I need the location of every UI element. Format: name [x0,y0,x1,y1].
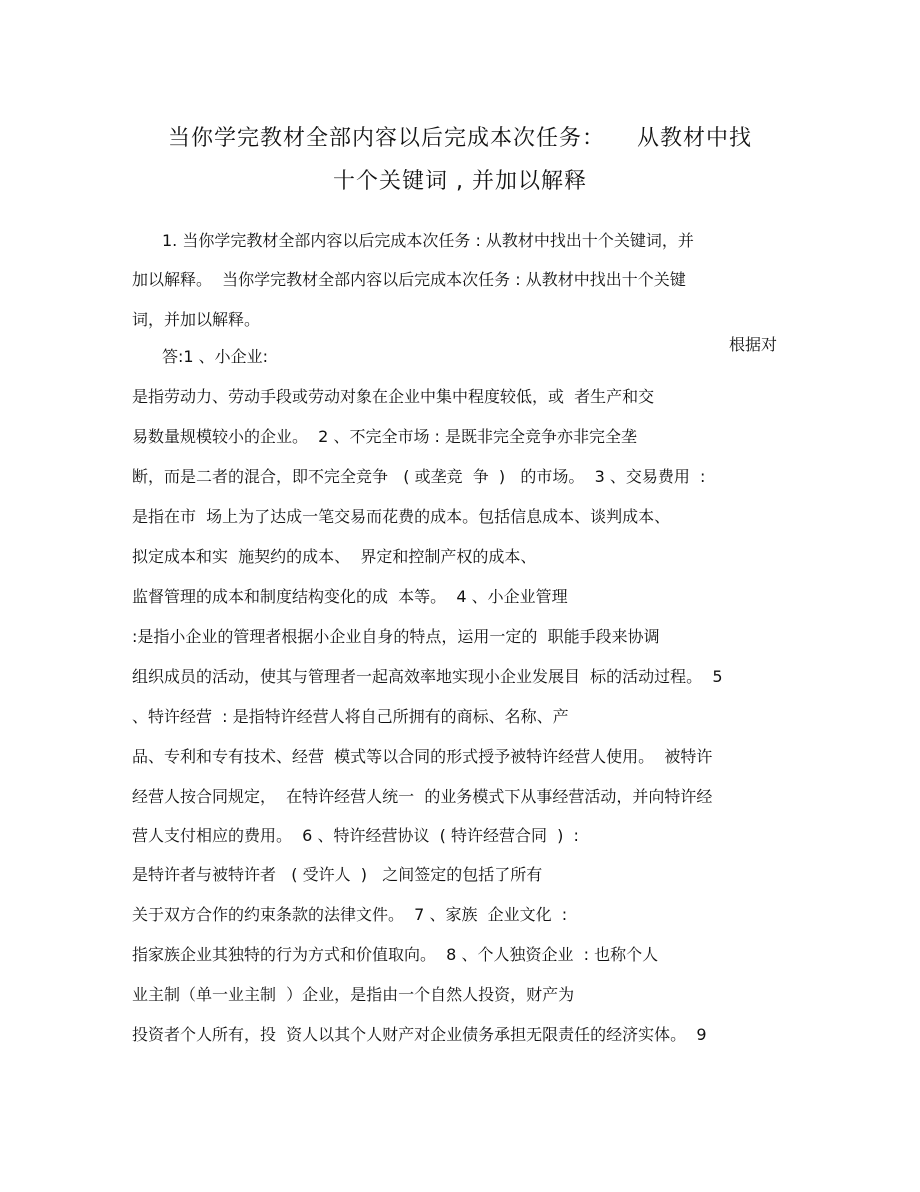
answer-line-17: 业主制（单一业主制 ）企业，是指由一个自然人投资，财产为 [132,985,575,1004]
document-title-line-2: 十个关键词 , 并加以解释 [333,169,587,194]
answer-line-2: 是指劳动力、劳动手段或劳动对象在企业中集中程度较低，或 者生产和交 [132,387,655,406]
answer-line-18: 投资者个人所有，投 资人以其个人财产对企业债务承担无限责任的经济实体。 9 [132,1025,707,1044]
answer-line-6: 拟定成本和实 施契约的成本、 界定和控制产权的成本、 [132,547,537,566]
question-line-1: 1. 当你学完教材全部内容以后完成本次任务 : 从教材中找出十个关键词，并 [162,231,694,250]
answer-line-7: 监督管理的成本和制度结构变化的成 本等。 4 、小企业管理 [132,587,568,606]
question-line-3: 词，并加以解释。 [132,310,261,329]
answer-line-12: 经营人按合同规定， 在特许经营人统一 的业务模式下从事经营活动，并向特许经 [132,787,713,806]
side-note: 根据对 [729,335,778,354]
answer-line-10: 、特许经营 : 是指特许经营人将自己所拥有的商标、名称、产 [132,707,569,726]
answer-line-4: 断，而是二者的混合，即不完全竞争 ( 或垄竞 争 ) 的市场。 3 、交易费用 : [132,467,706,486]
answer-line-9: 组织成员的活动，使其与管理者一起高效率地实现小企业发展目 标的活动过程。 5 [132,667,723,686]
answer-line-8: :是指小企业的管理者根据小企业自身的特点，运用一定的 职能手段来协调 [132,627,660,646]
document-title-line-1: 当你学完教材全部内容以后完成本次任务： 从教材中找 [168,126,752,151]
answer-line-3: 易数量规模较小的企业。 2 、不完全市场 : 是既非完全竞争亦非完全垄 [132,427,638,446]
answer-line-14: 是特许者与被特许者 ( 受许人 ) 之间签定的包括了所有 [132,865,543,884]
answer-line-16: 指家族企业其独特的行为方式和价值取向。 8 、个人独资企业 : 也称个人 [132,945,659,964]
question-line-2: 加以解释。 当你学完教材全部内容以后完成本次任务 : 从教材中找出十个关键 [132,270,686,289]
answer-line-5: 是指在市 场上为了达成一笔交易而花费的成本。包括信息成本、谈判成本、 [132,507,671,526]
answer-line-15: 关于双方合作的约束条款的法律文件。 7 、家族 企业文化 : [132,905,568,924]
answer-line-13: 营人支付相应的费用。 6 、特许经营协议 ( 特许经营合同 ) : [132,826,579,845]
answer-line-11: 品、专利和专有技术、经营 模式等以合同的形式授予被特许经营人使用。 被特许 [132,747,713,766]
answer-line-1: 答:1 、小企业: [162,347,269,366]
